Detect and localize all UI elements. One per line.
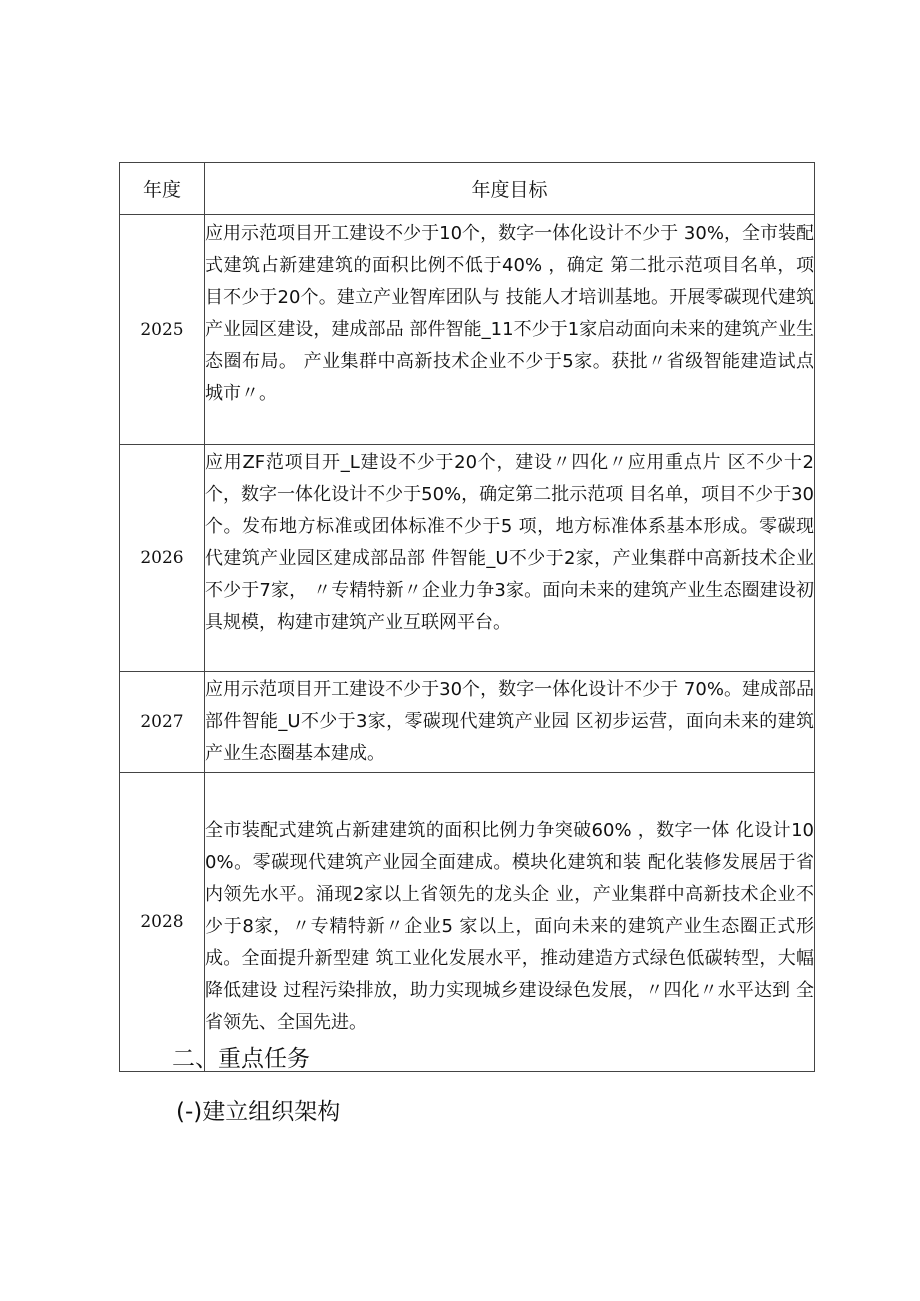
annual-goals-table: [119, 162, 815, 1072]
table-row: [120, 672, 815, 773]
row-year: 2025: [120, 215, 205, 445]
row-goal: 应用ZF范项目开_L建设不少于20个，建设〃四化〃应用重点片 区不少十2个，数字一体化设计不少于50%，确定第二批示范项 目名单，项目不少于30个。发布地方标准或团体标准不少于5 项，地方标准体系基本形成。零碳现代建筑产业园区建成部品部 件智能_U不少于2家，产业集群中高新技术企业不少于7家， 〃专精特新〃企业力争3家。面向未来的建筑产业生态圈建设初 具规模，构建市建筑产业互联网平台。: [205, 445, 815, 672]
header-year: 年度: [120, 163, 205, 215]
subsection-heading: (-)建立组织架构: [176, 1099, 341, 1125]
row-year: 2028: [120, 773, 205, 1072]
section-heading: 二、重点任务: [172, 1046, 310, 1072]
table-header-row: [120, 163, 815, 215]
table-row: [120, 445, 815, 672]
row-year: 2026: [120, 445, 205, 672]
row-goal: 应用示范项目开工建设不少于10个，数字一体化设计不少于 30%，全市装配式建筑占新建建筑的面积比例不低于40% ，确定 第二批示范项目名单，项目不少于20个。建立产业智库团队与 技能人才培训基地。开展零碳现代建筑产业园区建设，建成部品 部件智能_11不少于1家启动面向未来的建筑产业生态圈布局。 产业集群中高新技术企业不少于5家。获批〃省级智能建造试点 城市〃。: [205, 215, 815, 445]
row-goal: 应用示范项目开工建设不少于30个，数字一体化设计不少于 70%。建成部品部件智能_U不少于3家，零碳现代建筑产业园 区初步运营，面向未来的建筑产业生态圈基本建成。: [205, 672, 815, 773]
header-goal: 年度目标: [205, 163, 815, 215]
table-row: [120, 773, 815, 1072]
table-row: [120, 215, 815, 445]
row-year: 2027: [120, 672, 205, 773]
row-goal: 全市装配式建筑占新建建筑的面积比例力争突破60% ，数字一体 化设计100%。零碳现代建筑产业园全面建成。模块化建筑和装 配化装修发展居于省内领先水平。涌现2家以上省领先的龙头企 业，产业集群中高新技术企业不少于8家，〃专精特新〃企业5 家以上，面向未来的建筑产业生态圈正式形成。全面提升新型建 筑工业化发展水平，推动建造方式绿色低碳转型，大幅降低建设 过程污染排放，助力实现城乡建设绿色发展，〃四化〃水平达到 全省领先、全国先进。: [205, 773, 815, 1072]
